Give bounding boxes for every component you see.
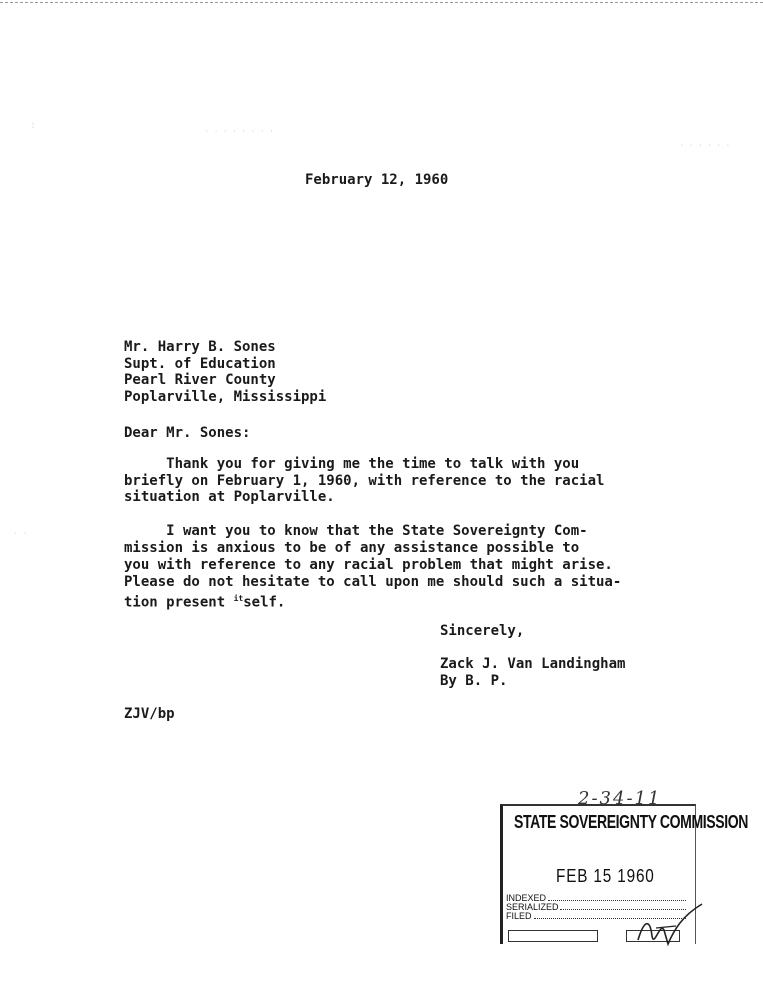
- handwritten-file-number: 2-34-11: [578, 788, 662, 809]
- signed-by: By B. P.: [440, 673, 508, 689]
- signer-name: Zack J. Van Landingham: [440, 656, 626, 672]
- paragraph-line: situation at Poplarville.: [124, 489, 335, 505]
- superscript-insertion: it: [233, 594, 244, 603]
- scan-speck: · ·: [14, 530, 28, 537]
- scan-speck: ⋮: [30, 122, 37, 129]
- text-segment: tion present: [124, 594, 234, 611]
- paragraph-line: Thank you for giving me the time to talk with you: [124, 456, 580, 472]
- paragraph-line: you with reference to any racial problem that might arise.: [124, 557, 613, 573]
- stamp-field-indexed: INDEXED: [506, 893, 547, 903]
- recipient-line: Mr. Harry B. Sones: [124, 339, 276, 355]
- stamp-field-serialized: SERIALIZED: [506, 902, 559, 912]
- paragraph-line: I want you to know that the State Sovereignty Com-: [124, 523, 588, 539]
- stamp-date: FEB 15 1960: [556, 866, 655, 886]
- letter-date: February 12, 1960: [305, 172, 449, 188]
- scan-speck: · · · · · ·: [680, 142, 731, 149]
- paragraph-line: briefly on February 1, 1960, with reference to the racial: [124, 473, 605, 489]
- scan-speck: · · · · · · · ·: [205, 128, 275, 135]
- recipient-line: Poplarville, Mississippi: [124, 389, 327, 405]
- text-segment: self.: [243, 594, 286, 611]
- recipient-line: Pearl River County: [124, 372, 276, 388]
- closing: Sincerely,: [440, 623, 525, 639]
- paragraph-line: mission is anxious to be of any assistance possible to: [124, 540, 580, 556]
- paragraph-line: Please do not hesitate to call upon me should such a situa-: [124, 574, 622, 590]
- initials-signature: [630, 900, 710, 956]
- stamp-title: STATE SOVEREIGNTY COMMISSION: [514, 812, 749, 832]
- recipient-line: Supt. of Education: [124, 356, 276, 372]
- reference-initials: ZJV/bp: [124, 706, 175, 722]
- stamp-field-filed: FILED: [506, 911, 532, 921]
- paragraph-line: [124, 591, 285, 611]
- page-top-edge: [0, 2, 763, 3]
- stamp-box: [508, 930, 598, 942]
- salutation: Dear Mr. Sones:: [124, 425, 251, 441]
